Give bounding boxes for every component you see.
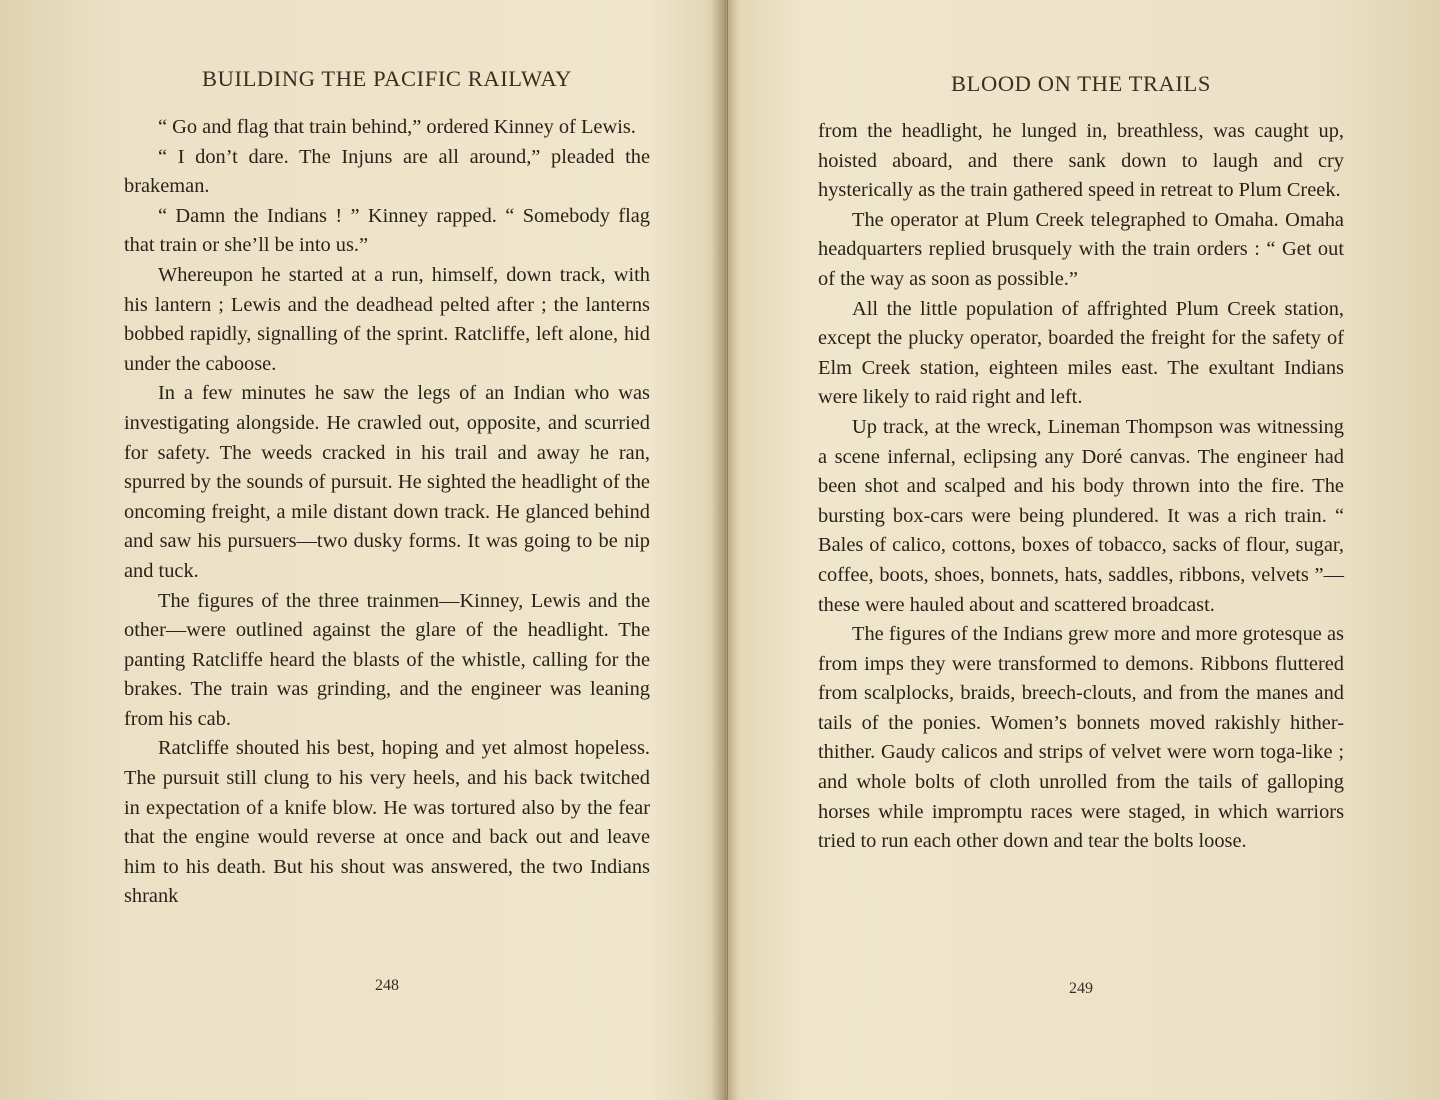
left-paragraph-7: Ratcliffe shouted his best, hoping and yet almost hopeless. The pursuit still clung to his very heels, and his back twitched in expectation of a knife blow. He was tortured also by the fear that the engine would reverse at once and back out and leave him to his death. But his shout was answered, the two Indians shrank [124,737,650,908]
right-running-head: BLOOD ON THE TRAILS [951,71,1211,96]
left-paragraph-3: “ Damn the Indians ! ” Kinney rapped. “ Somebody flag that train or she’ll be into us.” [124,204,650,257]
left-paragraph-4: Whereupon he started at a run, himself, down track, with his lantern ; Lewis and the deadhead pelted after ; the lanterns bobbed rapidly, signalling of the sprint. Ratcliffe, left alone, hid under the caboose. [124,263,650,375]
right-page [818,0,1344,1100]
left-paragraph-5: In a few minutes he saw the legs of an Indian who was investigating alongside. He crawled out, opposite, and scurried for safety. The weeds cracked in his trail and away he ran, spurred by the sounds of pursuit. He sighted the headlight of the oncoming freight, a mile distant down track. He glanced behind and saw his pursuers—two dusky forms. It was going to be nip and tuck. [124,382,650,582]
left-page [124,0,650,1100]
right-paragraph-1: from the headlight, he lunged in, breathless, was caught up, hoisted aboard, and there sank down to laugh and cry hysterically as the train gathered speed in retreat to Plum Creek. [818,120,1344,202]
right-paragraph-2: The operator at Plum Creek telegraphed to Omaha. Omaha headquarters replied brusquely with the train orders : “ Get out of the way as soon as possible.” [818,208,1344,290]
left-running-head: BUILDING THE PACIFIC RAILWAY [202,66,572,91]
left-body-text [124,113,650,912]
left-paragraph-2: “ I don’t dare. The Injuns are all around,” pleaded the brakeman. [124,145,650,198]
left-paragraph-1: “ Go and flag that train behind,” ordered Kinney of Lewis. [158,116,636,138]
right-paragraph-5: The figures of the Indians grew more and more grotesque as from imps they were transformed to demons. Ribbons fluttered from scalplocks, braids, breech-clouts, and from the manes and tails of the ponies. Women’s bonnets moved rakishly hither-thither. Gaudy calicos and strips of velvet were worn toga-like ; and whole bolts of cloth unrolled from the tails of galloping horses while impromptu races were staged, in which warriors tried to run each other down and tear the bolts loose. [818,623,1344,853]
right-paragraph-3: All the little population of affrighted Plum Creek station, except the plucky operator, boarded the freight for the safety of Elm Creek station, eighteen miles east. The exultant Indians were likely to raid right and left. [818,297,1344,409]
right-page-number: 249 [1069,980,1093,997]
right-body-text [818,117,1344,857]
left-crease-line [727,0,728,1100]
book-gutter [712,0,738,1100]
left-page-number: 248 [375,977,399,994]
right-paragraph-4: Up track, at the wreck, Lineman Thompson was witnessing a scene infernal, eclipsing any Doré canvas. The engineer had been shot and scalped and his body thrown into the fire. The bursting box-cars were being plundered. It was a rich train. “ Bales of calico, cottons, boxes of tobacco, sacks of flour, sugar, coffee, boots, shoes, bonnets, hats, saddles, ribbons, velvets ”—these were hauled about and scattered broadcast. [818,415,1344,616]
left-paragraph-6: The figures of the three trainmen—Kinney, Lewis and the other—were outlined against the glare of the headlight. The panting Ratcliffe heard the blasts of the whistle, calling for the brakes. The train was grinding, and the engineer was leaning from his cab. [124,589,650,730]
